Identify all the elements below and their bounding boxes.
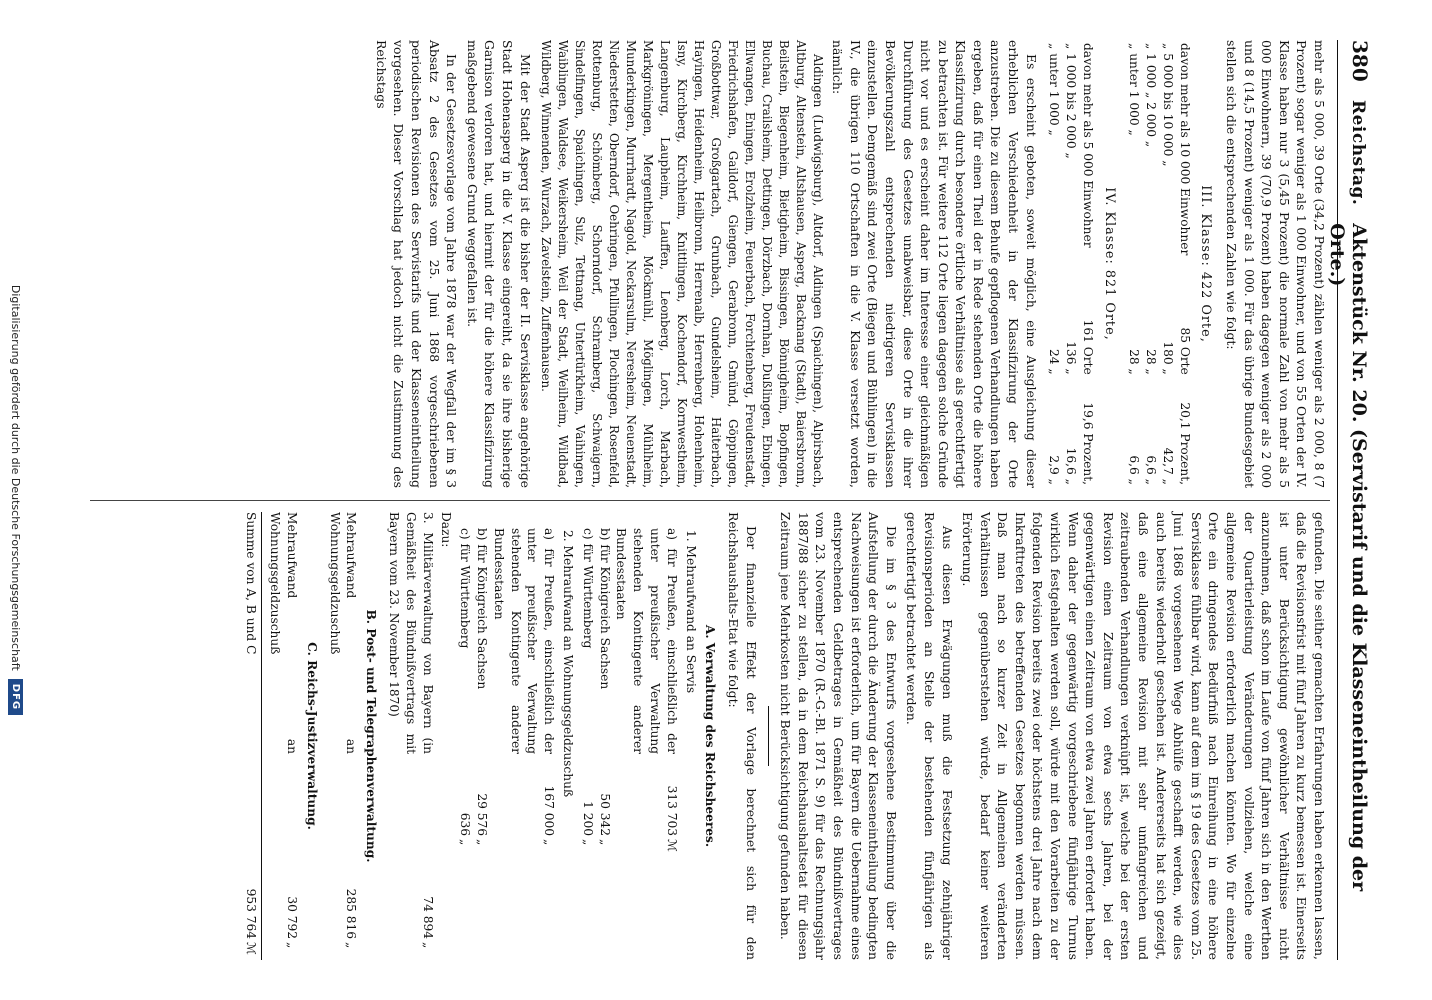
column-divider (90, 500, 1330, 501)
budget-unit: „ (597, 839, 612, 846)
row-percent: 20,1 Prozent, (1177, 402, 1192, 485)
funding-notice (0, 0, 32, 1000)
row-percent: 6,6 „ (1127, 455, 1142, 485)
budget-unit: „ (542, 839, 557, 846)
dazu-label: Dazu: (439, 512, 454, 548)
intro-paragraph: mehr als 5 000, 39 Orte (34,2 Prozent) zählen weniger als 2 000, 8 (7 Prozent) sogar weniger als 1 000 Einwohner, und von 55 Orten der IV. Klasse haben nur 3 (5,45 Prozent) die normale Zahl von mehr als 5 000 Einwohnern, 39 (70,9 Prozent) haben dagegen weniger als 2 000 und 8 (14,5 Prozent) weniger als 1 000. Für das übrige Bundesgebiet stellen sich die entsprechenden Zahlen wie folgt: (1224, 40, 1327, 488)
budget-label: c) für Württemberg (580, 528, 595, 649)
budget-label: a) für Preußen, einschließlich der unter preußischer Verwaltung stehenden Kontingente anderer Bundesstaaten (614, 528, 679, 754)
budget-row (613, 512, 680, 960)
section-a-title: A. Verwaltung des Reichsheeres. (703, 624, 718, 848)
right-column (243, 512, 1328, 960)
row-percent: 19,6 Prozent, (1081, 402, 1096, 485)
budget-sum-row (243, 512, 263, 960)
section-b-title: B. Post- und Telegraphenverwaltung. (364, 609, 379, 863)
group-servis-title: 1. Mehraufwand an Servis (683, 530, 698, 694)
group-housing-title: 2. Mehraufwand an Wohnungsgeldzuschuß (561, 530, 576, 798)
budget-label: 3. Militärverwaltung von Bayern (in Gemäßheit des Bündnißvertrags mit Bayern vom 23. November 1870) (387, 512, 435, 754)
budget-amount: 29 576 (475, 793, 490, 836)
row-label: „ 5 000 bis 10 000 „ (1161, 43, 1176, 167)
row-count: 24 „ (1047, 349, 1062, 375)
budget-total: 74 894 (420, 896, 435, 939)
row-count: 85 Orte (1177, 327, 1192, 375)
budget-amount: 50 342 (597, 793, 612, 836)
budget-label: b) für Königreich Sachsen (597, 528, 612, 690)
sum-label: Summe von A, B und C (244, 512, 259, 655)
left-column (369, 40, 1328, 488)
class4-title: IV. Klasse: 821 Orte, (1101, 187, 1117, 341)
page-number: 380 (1348, 40, 1372, 82)
budget-amount: 636 (458, 812, 473, 836)
row-count: 161 Orte (1081, 319, 1096, 375)
budget-amount: 1 200 (580, 801, 595, 836)
publisher-name: Reichstag. (1348, 99, 1368, 206)
sum-amount: 953 764 (244, 888, 259, 939)
budget-row (326, 512, 360, 960)
row-label: „ 1 000 „ 2 000 „ (1144, 43, 1159, 148)
table-row (1126, 40, 1143, 488)
budget-unit: „ (344, 942, 359, 949)
budget-row (473, 512, 490, 960)
budget-unit: „ (285, 942, 300, 949)
table-row (1176, 40, 1193, 488)
body-paragraph: Es erscheint geboten, soweit möglich, eine Ausgleichung dieser erheblichen Verschiedenheit in der Klassifizirung der Orte anzustreben. Die zu diesem Behufe gepflogenen Verhandlungen haben ergeben, daß für einen Theil der in Rede stehenden Orte die höhere Klassifizirung durch besondere örtliche Verhältnisse als gerechtfertigt zu betrachten ist. Für weitere 112 Orte liegen dagegen solche Gründe nicht vor und es erscheint daher im Interesse einer gleichmäßigen Durchführung des Gesetzes unabweisbar, diese Orte in die ihrer Bevölkerungszahl entsprechenden niedrigeren Servisklassen einzustellen. Demgemäß sind zwei Orte (Biegen und Bühlingen) in die IV., die übrigen 110 Ortschaften in die V. Klasse versetzt worden, nämlich: (830, 40, 1039, 488)
row-label: „ 1 000 bis 2 000 „ (1064, 43, 1079, 159)
row-percent: 16,6 „ (1064, 447, 1079, 485)
funding-text: Digitalisierung gefördert durch die Deutsche Forschungsgemeinschaft (9, 284, 23, 671)
sum-unit: ℳ (244, 942, 259, 956)
place-list: Aldingen (Ludwigsburg), Altdorf, Aldingen (Spaichingen), Alpirsbach, Altburg, Altenstein, Altshausen, Asperg, Backnang (Stadt), Baiersbronn, Beilstein, Biegenheim, Bietigheim, Bissingen, Bönnigheim, Bopfingen, Buchau, Crailsheim, Dettingen, Dörzbach, Dornhan, Dußlingen, Ebingen, Ellwangen, Eningen, Erolzheim, Feuerbach, Forchtenberg, Freudenstadt, Friedrichshafen, Gaildorf, Giengen, Gerabronn, Gmünd, Göppingen, Großbottwar, Großgartach, Grunbach, Gundelsheim, Haiterbach, Hayingen, Heidenheim, Heilbronn, Herrenalb, Herrenberg, Hohenheim, Isny, Kirchberg, Kirchheim, Knittlingen, Kochendorf, Kornwestheim, Langenburg, Laupheim, Lauffen, Leonberg, Lorch, Marbach, Markgröningen, Mergentheim, Möckmühl, Möglingen, Mühlheim, Munderkingen, Murrhardt, Nagold, Neckarsulm, Neresheim, Neuenstadt, Niederstetten, Oberndorf, Oehringen, Pfullingen, Plochingen, Rosenfeld, Rottenburg, Schömberg, Schorndorf, Schramberg, Schwaigern, Sindelfingen, Spaichingen, Sulz, Tettnang, Untertürkheim, Vaihingen, Waiblingen, Waldsee, Weikersheim, Weil der Stadt, Weilheim, Wildbad, Wildberg, Winnenden, Wurzach, Zavelstein, Zuffenhausen. (538, 40, 825, 488)
table-row (1159, 40, 1176, 488)
divider (768, 706, 769, 766)
budget-label: Mehraufwand an Wohnungsgeldzuschuß (268, 512, 300, 754)
budget-row (579, 512, 596, 960)
budget-label: a) für Preußen, einschließlich der unter preußischer Verwaltung stehenden Kontingente anderer Bundesstaaten (491, 528, 557, 754)
table-row (1079, 40, 1096, 488)
body-paragraph: gefunden. Die seither gemachten Erfahrungen haben erkennen lassen, daß die Revisionsfrist mit fünf Jahren zu kurz bemessen ist. Einerseits ist unter Berücksichtigung gewöhnlicher Verhältnisse nicht anzunehmen, daß schon im Laufe von fünf Jahren sich in den Werthen der Quartierleistung Veränderungen vollziehen, welche eine allgemeine Revision erforderlich machen könnten. Wo für einzelne Orte ein dringendes Bedürfniß nach Einreihung in eine höhere Servisklasse fühlbar wird, kann auf dem im § 19 des Gesetzes vom 25. Juni 1868 vorgesehenen Wege Abhülfe geschafft werden, wie dies auch bereits wiederholt geschehen ist. Andererseits hat sich gezeigt, daß eine allgemeine Revision mit sehr umfangreichen und zeitraubenden Verhandlungen verknüpft ist, welche bei der ersten Revision einen Zeitraum von etwa sechs Jahren, bei der gegenwärtigen einen Zeitraum von etwa zwei Jahren erfordert haben. Wenn daher der gegenwärtig vorgeschriebene fünfjährige Turnus wirklich festgehalten werden soll, würde mit den Vorarbeiten zu der folgenden Revision bereits zwei oder höchstens drei Jahre nach dem Inkrafttreten des betreffenden Gesetzes begonnen werden müssen. Daß man nach so kurzer Zeit in Allgemeinen veränderten Verhältnissen gegenüberstehen würde, bedarf keiner weiteren Erörterung. (960, 512, 1327, 960)
class3-table (1126, 40, 1193, 488)
body-paragraph: Mit der Stadt Asperg ist die bisher der II. Servisklasse angehörige Stadt Hohenasperg in die V. Klasse eingereiht, da sie ihre bisherige Garnison verloren hat, und hiermit der für die höhere Klassifizirung maßgebend gewesene Grund weggefallen ist. (464, 40, 533, 488)
budget-intro: Der finanzielle Effekt der Vorlage berechnet sich für den Reichshaushalts-Etat wie folgt: (726, 512, 759, 960)
row-percent: 2,9 „ (1047, 455, 1062, 485)
budget-label: b) für Königreich Sachsen (475, 528, 490, 690)
row-percent: 6,6 „ (1144, 455, 1159, 485)
budget-amount: 313 703 (664, 785, 679, 836)
budget-row (266, 512, 300, 960)
budget-row (490, 512, 557, 960)
dfg-logo: DFG (9, 679, 24, 715)
row-count: 28 „ (1144, 349, 1159, 375)
budget-unit: „ (475, 839, 490, 846)
budget-label: Mehraufwand an Wohnungsgeldzuschuß (327, 512, 359, 754)
class3-title: III. Klasse: 422 Orte, (1198, 185, 1214, 343)
budget-unit: „ (420, 942, 435, 949)
table-row (1142, 40, 1159, 488)
body-paragraph: Die im § 3 des Entwurfs vorgesehene Bestimmung über die Aufstellung der durch die Änderung der Klasseneintheilung bedingten Nachweisungen ist erforderlich, um für Bayern die Uebernahme eines entsprechenden Geldbetrages in Gemäßheit des Bündnißvertrages vom 23. November 1870 (R.-G.-Bl. 1871 S. 9) für das Rechnungsjahr 1887/88 sicher zu stellen, da in dem Reichshaushaltsetat für diesen Zeitraum jene Mehrkosten nicht Berücksichtigung gefunden haben. (778, 512, 899, 960)
row-percent: 42,7 „ (1161, 447, 1176, 485)
budget-row (456, 512, 473, 960)
budget-row (385, 512, 435, 960)
row-label: „ unter 1 000 „ (1047, 43, 1062, 136)
row-label: „ unter 1 000 „ (1127, 43, 1142, 136)
budget-total: 30 792 (285, 896, 300, 939)
class4-table (1046, 40, 1096, 488)
row-count: 180 „ (1161, 341, 1176, 375)
table-row (1062, 40, 1079, 488)
row-label: davon mehr als 5 000 Einwohner (1081, 43, 1096, 248)
body-paragraph: Aus diesen Erwägungen muß die Festsetzung zehnjähriger Revisionsperioden an Stelle der bestehenden fünfjährigen als gerechtfertigt betrachtet werden. (904, 512, 955, 960)
budget-unit: „ (458, 839, 473, 846)
document-reference: Aktenstück Nr. 20. (Servistarif und die Klasseneintheilung der Orte.) (1326, 223, 1370, 892)
row-count: 28 „ (1127, 349, 1142, 375)
table-row (1046, 40, 1063, 488)
budget-amount: 167 000 (542, 785, 557, 836)
budget-table (243, 512, 719, 960)
budget-label: c) für Württemberg (458, 528, 473, 649)
budget-total: 285 816 (344, 888, 359, 939)
budget-row (596, 512, 613, 960)
budget-unit: ℳ (664, 839, 679, 853)
running-head (1326, 40, 1372, 960)
row-count: 136 „ (1064, 341, 1079, 375)
section-c-title: C. Reichs-Justizverwaltung. (304, 642, 319, 830)
body-paragraph: In der Gesetzesvorlage vom Jahre 1878 war der Wegfall der im § 3 Absatz 2 des Gesetzes vom 25. Juni 1868 vorgeschriebenen periodischen Revisionen des Servistarifs und der Klasseneintheilung vorgesehen. Dieser Vorschlag hat jedoch nicht die Zustimmung des Reichstags (373, 40, 460, 488)
row-label: davon mehr als 10 000 Einwohner (1177, 43, 1192, 256)
budget-unit: „ (580, 839, 595, 846)
